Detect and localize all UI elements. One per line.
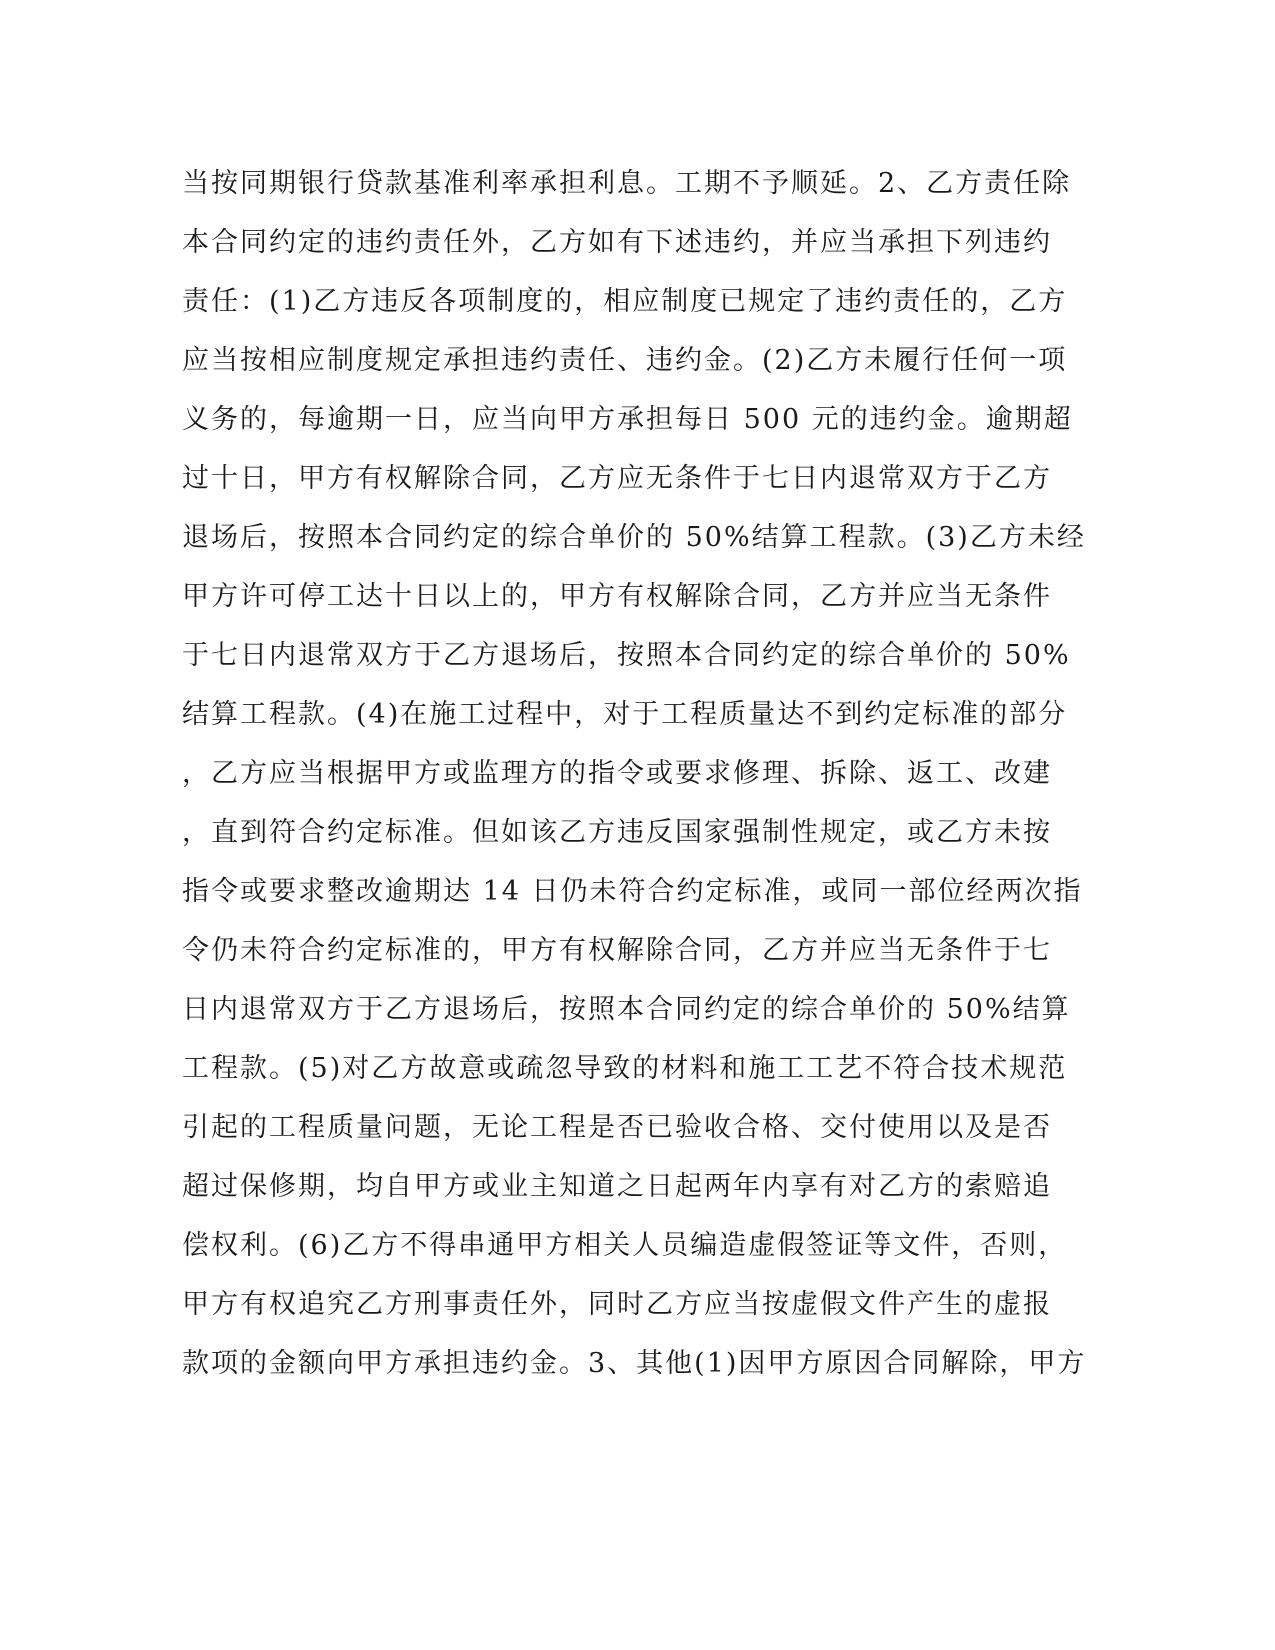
text-line: 义务的，每逾期一日，应当向甲方承担每日 500 元的违约金。逾期超 (182, 404, 1073, 435)
text-line: ，直到符合约定标准。但如该乙方违反国家强制性规定，或乙方未按 (182, 817, 1052, 848)
text-line: 日内退常双方于乙方退场后，按照本合同约定的综合单价的 50%结算 (182, 994, 1071, 1025)
text-line: 过十日，甲方有权解除合同，乙方应无条件于七日内退常双方于乙方 (182, 463, 1052, 494)
text-line: 指令或要求整改逾期达 14 日仍未符合约定标准，或同一部位经两次指 (182, 876, 1083, 907)
contract-text-block (182, 154, 1087, 1393)
text-line: 款项的金额向甲方承担违约金。3、其他(1)因甲方原因合同解除，甲方 (182, 1348, 1087, 1379)
text-line: 甲方许可停工达十日以上的，甲方有权解除合同，乙方并应当无条件 (182, 581, 1052, 612)
text-line: 当按同期银行贷款基准利率承担利息。工期不予顺延。2、乙方责任除 (182, 168, 1072, 199)
text-line: 引起的工程质量问题，无论工程是否已验收合格、交付使用以及是否 (182, 1112, 1052, 1143)
text-line: 甲方有权追究乙方刑事责任外，同时乙方应当按虚假文件产生的虚报 (182, 1289, 1052, 1320)
text-line: 结算工程款。(4)在施工过程中，对于工程质量达不到约定标准的部分 (182, 699, 1068, 730)
text-line: 超过保修期，均自甲方或业主知道之日起两年内享有对乙方的索赔追 (182, 1171, 1052, 1202)
text-line: 本合同约定的违约责任外，乙方如有下述违约，并应当承担下列违约 (182, 227, 1052, 258)
text-line: 退场后，按照本合同约定的综合单价的 50%结算工程款。(3)乙方未经 (182, 522, 1086, 553)
text-line: 于七日内退常双方于乙方退场后，按照本合同约定的综合单价的 50% (182, 640, 1071, 671)
text-line: 令仍未符合约定标准的，甲方有权解除合同，乙方并应当无条件于七 (182, 935, 1052, 966)
text-line: 应当按相应制度规定承担违约责任、违约金。(2)乙方未履行任何一项 (182, 345, 1068, 376)
text-line: 偿权利。(6)乙方不得串通甲方相关人员编造虚假签证等文件，否则， (182, 1230, 1068, 1261)
text-line: 工程款。(5)对乙方故意或疏忽导致的材料和施工工艺不符合技术规范 (182, 1053, 1068, 1084)
text-line: 责任：(1)乙方违反各项制度的，相应制度已规定了违约责任的，乙方 (182, 286, 1068, 317)
text-line: ，乙方应当根据甲方或监理方的指令或要求修理、拆除、返工、改建 (182, 758, 1052, 789)
